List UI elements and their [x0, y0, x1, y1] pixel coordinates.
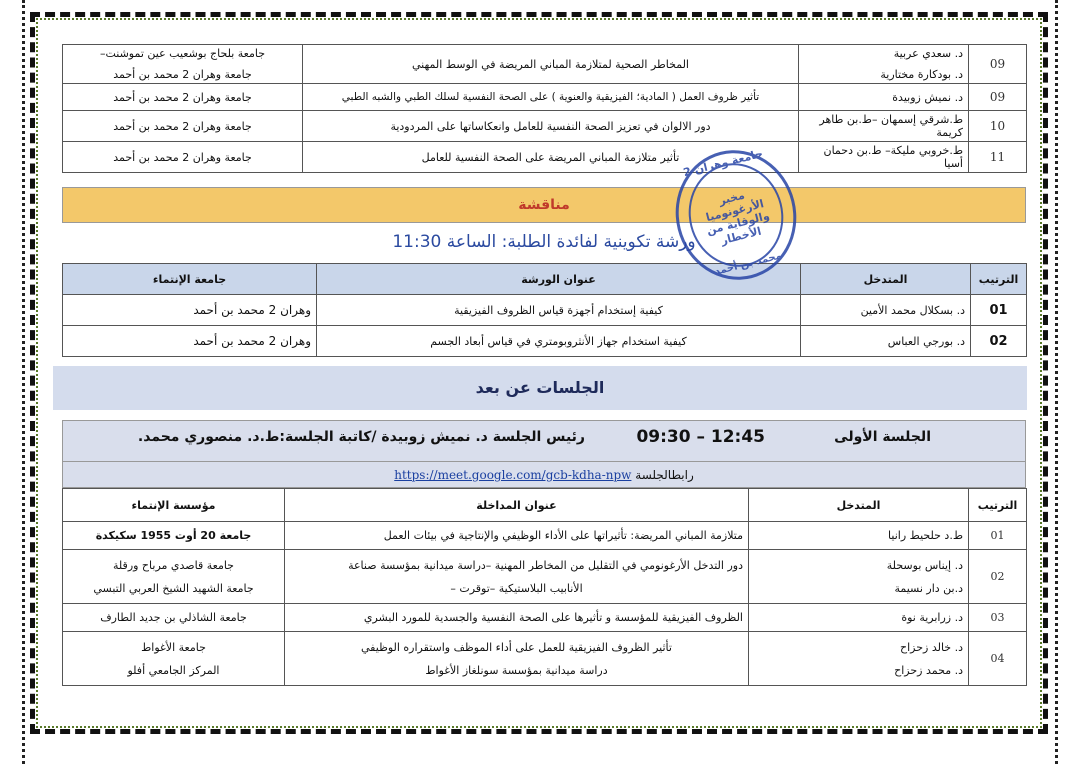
workshop-title-cell: كيفية إستخدام أجهزة قياس الظروف الفيزيقية — [317, 295, 801, 326]
table-row — [63, 326, 1027, 357]
table-row — [63, 522, 1027, 550]
affiliation-cell: وهران 2 محمد بن أحمد — [63, 326, 317, 357]
title-cell: المخاطر الصحية لمتلازمة المباني المريضة في الوسط المهني — [303, 45, 799, 84]
institution-cell — [63, 632, 285, 686]
talk-title-cell — [285, 550, 749, 604]
table-row — [63, 111, 1027, 142]
stamp-bottom-text: محمد بن أحمد — [713, 250, 783, 278]
table-row — [63, 84, 1027, 111]
session-name: الجلسة الأولى — [834, 429, 931, 445]
row-number: 02 — [969, 550, 1027, 604]
session-meet-link[interactable]: https://meet.google.com/gcb-kdha-npw — [394, 468, 632, 482]
title-cell: تأثير متلازمة المباني المريضة على الصحة النفسية للعامل — [303, 142, 799, 173]
speaker-name: د. إيناس بوسحلة — [886, 558, 963, 572]
discussion-banner: مناقشة — [62, 187, 1026, 223]
column-header-order: الترتيب — [971, 264, 1027, 295]
program-table-top — [62, 44, 1027, 173]
stamp-top-text: جامعة وهران 2 — [681, 146, 765, 180]
institution-name: جامعة 20 أوت 1955 سكيكدة — [63, 522, 285, 550]
institution-name: جامعة وهران 2 محمد بن أحمد — [63, 84, 303, 111]
institution-name: جامعة وهران 2 محمد بن أحمد — [63, 142, 303, 173]
institution-name: جامعة الشاذلي بن جديد الطارف — [63, 604, 285, 632]
institution-cell — [63, 550, 285, 604]
talk-title: الأنابيب البلاستيكية –توقرت – — [450, 581, 583, 595]
session-link-row — [63, 461, 1025, 488]
row-number: 02 — [971, 326, 1027, 357]
title-cell: دور الالوان في تعزيز الصحة النفسية للعامل وانعكاساتها على المردودية — [303, 111, 799, 142]
talk-title: دور التدخل الأرغونومي في التقليل من المخاطر المهنية –دراسة ميدانية بمؤسسة صناعة — [348, 558, 743, 572]
institution-name: جامعة وهران 2 محمد بن أحمد — [113, 68, 252, 81]
table-row — [63, 604, 1027, 632]
affiliation-cell: وهران 2 محمد بن أحمد — [63, 295, 317, 326]
column-header-speaker: المتدخل — [801, 264, 971, 295]
remote-session-table — [62, 488, 1027, 686]
institution-name: جامعة الشهيد الشيخ العربي التبسي — [93, 581, 254, 595]
session-link-label: رابطالجلسة — [635, 468, 694, 482]
stamp-center-text: مخبر الأرغونوميا والوقاية من الأخطار — [704, 188, 771, 248]
institution-name: جامعة بلحاج بوشعيب عين تموشنت– — [99, 47, 266, 60]
speaker-name: ط.د حلحيط رانيا — [749, 522, 969, 550]
speaker-name: ط.خروبي مليكة– ط.بن دحمان أسيا — [799, 142, 969, 173]
institution-name: المركز الجامعي أفلو — [127, 663, 220, 677]
institution-name: جامعة الأغواط — [141, 640, 206, 654]
talk-title: الظروف الفيزيقية للمؤسسة و تأثيرها على الصحة النفسية والجسدية للمورد البشري — [285, 604, 749, 632]
speaker-name: د. سعدي عربية — [893, 47, 963, 60]
row-number: 09 — [969, 45, 1027, 84]
speaker-name: د. بورجي العباس — [801, 326, 971, 357]
table-header-row — [63, 489, 1027, 522]
column-header-title: عنوان المداخلة — [285, 489, 749, 522]
column-header-title: عنوان الورشة — [317, 264, 801, 295]
institution-name: جامعة قاصدي مرباح ورقلة — [113, 558, 234, 572]
speaker-name: د.بن دار نسيمة — [894, 581, 963, 595]
row-number: 01 — [969, 522, 1027, 550]
workshop-title: ورشة تكوينية لفائدة الطلبة: الساعة 11:30 — [392, 232, 696, 252]
session-info-box — [62, 420, 1026, 488]
session-time: 09:30 – 12:45 — [636, 427, 765, 447]
row-number: 09 — [969, 84, 1027, 111]
table-row — [63, 550, 1027, 604]
column-header-speaker: المتدخل — [749, 489, 969, 522]
session-chair: رئيس الجلسة د. نميش زوبيدة /كاتبة الجلسة:ط.د. منصوري محمد. — [137, 429, 585, 445]
talk-title: تأثير الظروف الفيزيقية للعمل على أداء الموظف واستقراره الوظيفي — [361, 640, 672, 654]
row-number: 04 — [969, 632, 1027, 686]
table-row — [63, 295, 1027, 326]
talk-title: دراسة ميدانية بمؤسسة سونلغاز الأغواط — [425, 663, 608, 677]
talk-title-cell — [285, 632, 749, 686]
table-row — [63, 142, 1027, 173]
remote-sessions-heading: الجلسات عن بعد — [53, 366, 1027, 410]
row-number: 03 — [969, 604, 1027, 632]
row-number: 11 — [969, 142, 1027, 173]
table-header-row — [63, 264, 1027, 295]
column-header-affiliation: جامعة الإنتماء — [63, 264, 317, 295]
speaker-cell — [749, 550, 969, 604]
speaker-name: د. بسكلال محمد الأمين — [801, 295, 971, 326]
speaker-name: د. زرابرية نوة — [749, 604, 969, 632]
speaker-cell — [749, 632, 969, 686]
row-number: 01 — [971, 295, 1027, 326]
talk-title: متلازمة المباني المريضة: تأثيراتها على الأداء الوظيفي والإنتاجية في بيئات العمل — [285, 522, 749, 550]
table-row — [63, 632, 1027, 686]
speaker-name: ط.شرقي إسمهان –ط.بن طاهر كريمة — [799, 111, 969, 142]
row-number: 10 — [969, 111, 1027, 142]
workshop-table — [62, 263, 1027, 357]
institution-cell — [63, 45, 303, 84]
title-cell: تأثير ظروف العمل ( المادية؛ الفيزيقية والعنوية ) على الصحة النفسية لسلك الطبي والشبه الطبي — [303, 84, 799, 111]
speaker-name: د. نميش زوبيدة — [799, 84, 969, 111]
speaker-name: د. محمد زحزاح — [894, 663, 963, 677]
table-row — [63, 45, 1027, 84]
institution-name: جامعة وهران 2 محمد بن أحمد — [63, 111, 303, 142]
speaker-cell — [799, 45, 969, 84]
speaker-name: د. خالد زحزاح — [899, 640, 963, 654]
column-header-institution: مؤسسة الإنتماء — [63, 489, 285, 522]
workshop-title-cell: كيفية استخدام جهاز الأنثروبومتري في قياس أبعاد الجسم — [317, 326, 801, 357]
speaker-name: د. بودكارة مختارية — [880, 68, 963, 81]
column-header-order: الترتيب — [969, 489, 1027, 522]
